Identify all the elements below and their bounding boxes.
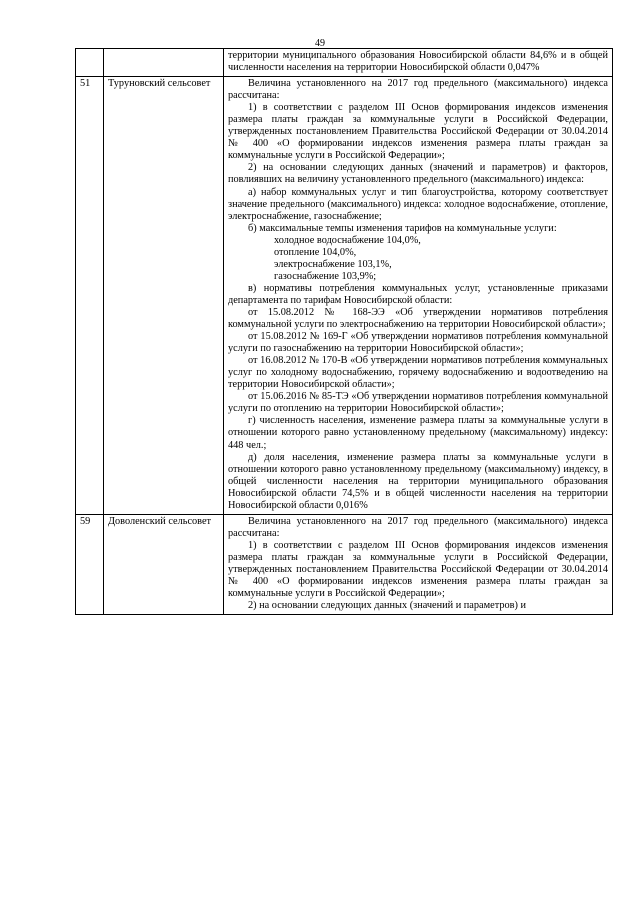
paragraph: электроснабжение 103,1%, (274, 258, 392, 270)
paragraph: холодное водоснабжение 104,0%, (274, 234, 421, 246)
index-description (224, 77, 613, 515)
index-description (224, 514, 613, 614)
paragraph: 1) в соответствии с разделом III Основ формирования индексов изменения размера платы граждан за коммунальные услуги в Российской Федерации, утвержденных постановлением Правительства Российской Федерации от 30.04.2014 № 400 «О формировании индексов изменения размера платы граждан за коммунальные услуги в Российской Федерации»; (228, 102, 608, 162)
tariff-index-table (75, 48, 613, 615)
row-number (76, 49, 104, 77)
paragraph: газоснабжение 103,9%; (274, 270, 377, 282)
paragraph: территории муниципального образования Новосибирской области 84,6% и в общей численности населения на территории Новосибирской области 0,047% (228, 50, 608, 74)
municipality-name: Туруновский сельсовет (104, 77, 224, 515)
paragraph: б) максимальные темпы изменения тарифов на коммунальные услуги: (248, 222, 557, 234)
paragraph: отопление 104,0%, (274, 246, 357, 258)
paragraph: г) численность населения, изменение размера платы за коммунальные услуги в отношении которого равно установленному предельному (максимальному) индексу: 448 чел.; (228, 415, 608, 451)
paragraph: в) нормативы потребления коммунальных услуг, установленные приказами департамента по тарифам Новосибирской области: (228, 282, 608, 306)
index-description (224, 49, 613, 77)
municipality-name (104, 49, 224, 77)
paragraph: от 15.08.2012 № 168-ЭЭ «Об утверждении нормативов потребления коммунальной услуги по электроснабжению на территории Новосибирской области»; (228, 306, 608, 331)
paragraph: 1) в соответствии с разделом III Основ формирования индексов изменения размера платы граждан за коммунальные услуги в Российской Федерации, утвержденных постановлением Правительства Российской Федерации от 30.04.2014 № 400 «О формировании индексов изменения размера платы граждан за коммунальные услуги в Российской Федерации»; (228, 539, 608, 600)
paragraph: Величина установленного на 2017 год предельного (максимального) индекса рассчитана: (228, 78, 608, 102)
page-number: 49 (315, 38, 325, 49)
paragraph: 2) на основании следующих данных (значений и параметров) и (248, 600, 526, 612)
table-row (76, 49, 613, 77)
paragraph: от 16.08.2012 № 170-В «Об утверждении нормативов потребления коммунальных услуг по холодному водоснабжению, горячему водоснабжению и водоотведению на территории Новосибирской области»; (228, 355, 608, 391)
table-row (76, 514, 613, 614)
table-row (76, 77, 613, 515)
paragraph: а) набор коммунальных услуг и тип благоустройства, которому соответствует значение предельного (максимального) индекса: холодное водоснабжение, отопление, электроснабжение, газоснабжение; (228, 186, 608, 222)
paragraph: от 15.08.2012 № 169-Г «Об утверждении нормативов потребления коммунальной услуги по газоснабжению на территории Новосибирской области»; (228, 331, 608, 355)
paragraph: д) доля населения, изменение размера платы за коммунальные услуги в отношении которого равно установленному предельному (максимальному) индексу, в общей численности населения на территории муниципального образования Новосибирской области 74,5% и в общей численности населения на территории Новосибирской области 0,016% (228, 451, 608, 511)
row-number: 51 (76, 77, 104, 515)
row-number: 59 (76, 514, 104, 614)
paragraph: Величина установленного на 2017 год предельного (максимального) индекса рассчитана: (228, 515, 608, 539)
paragraph: от 15.06.2016 № 85-ТЭ «Об утверждении нормативов потребления коммунальной услуги по отоплению на территории Новосибирской области»; (228, 391, 608, 415)
municipality-name: Доволенский сельсовет (104, 514, 224, 614)
paragraph: 2) на основании следующих данных (значений и параметров) и факторов, повлиявших на величину установленного предельного (максимального) индекса: (228, 162, 608, 186)
